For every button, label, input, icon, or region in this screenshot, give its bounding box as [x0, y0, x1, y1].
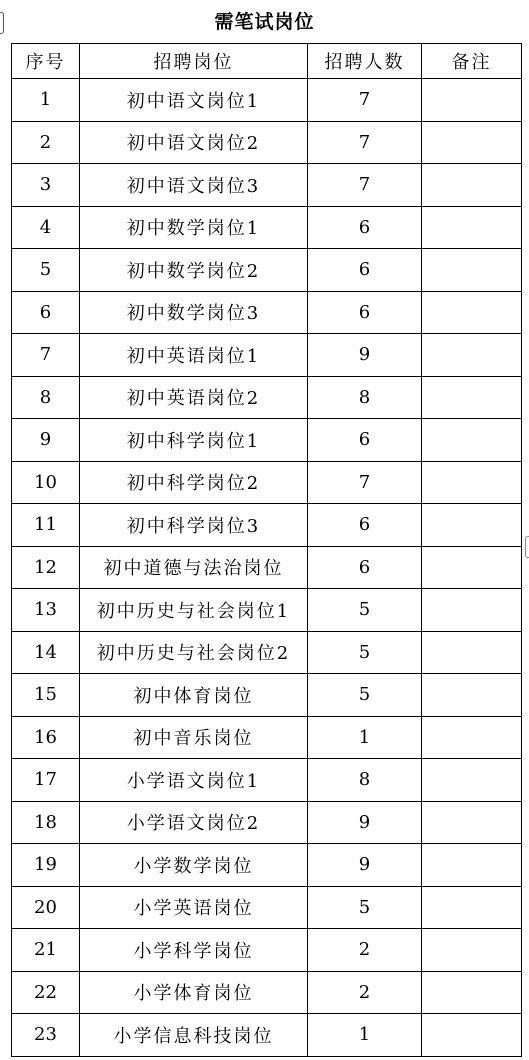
cell-index: 3	[12, 164, 80, 207]
cell-post: 初中语文岗位3	[80, 164, 308, 207]
table-row	[12, 249, 522, 292]
table-row	[12, 461, 522, 504]
cell-index: 18	[12, 801, 80, 844]
cell-remark	[422, 674, 522, 717]
table-row	[12, 504, 522, 547]
cell-index: 20	[12, 886, 80, 929]
cell-remark	[422, 716, 522, 759]
table-row	[12, 971, 522, 1014]
cell-count: 9	[308, 334, 422, 377]
cell-remark	[422, 164, 522, 207]
table-row	[12, 419, 522, 462]
cell-post: 初中科学岗位3	[80, 504, 308, 547]
cell-post: 初中英语岗位2	[80, 376, 308, 419]
cell-count: 6	[308, 206, 422, 249]
cell-post: 初中语文岗位1	[80, 79, 308, 122]
cell-count: 5	[308, 631, 422, 674]
cell-index: 10	[12, 461, 80, 504]
cell-post: 小学科学岗位	[80, 929, 308, 972]
cell-count: 7	[308, 121, 422, 164]
cell-index: 2	[12, 121, 80, 164]
cell-index: 23	[12, 1014, 80, 1057]
cell-remark	[422, 546, 522, 589]
cell-post: 初中语文岗位2	[80, 121, 308, 164]
cell-remark	[422, 504, 522, 547]
cell-remark	[422, 461, 522, 504]
cell-index: 15	[12, 674, 80, 717]
cell-index: 9	[12, 419, 80, 462]
cell-count: 8	[308, 376, 422, 419]
cell-count: 7	[308, 461, 422, 504]
cell-index: 6	[12, 291, 80, 334]
table-body	[12, 79, 522, 1057]
table-row	[12, 759, 522, 802]
header-index: 序号	[12, 44, 80, 79]
cell-remark	[422, 206, 522, 249]
cell-index: 13	[12, 589, 80, 632]
table-row	[12, 1014, 522, 1057]
cell-post: 小学信息科技岗位	[80, 1014, 308, 1057]
table-header-row	[12, 44, 522, 79]
cell-remark	[422, 971, 522, 1014]
cell-index: 8	[12, 376, 80, 419]
cell-post: 初中体育岗位	[80, 674, 308, 717]
table-row	[12, 334, 522, 377]
cell-index: 21	[12, 929, 80, 972]
cell-count: 5	[308, 589, 422, 632]
cell-remark	[422, 334, 522, 377]
header-remark: 备注	[422, 44, 522, 79]
cell-count: 5	[308, 886, 422, 929]
table-row	[12, 376, 522, 419]
cell-remark	[422, 589, 522, 632]
cell-count: 1	[308, 716, 422, 759]
cell-count: 2	[308, 929, 422, 972]
table-row	[12, 801, 522, 844]
cell-remark	[422, 249, 522, 292]
cell-post: 初中历史与社会岗位2	[80, 631, 308, 674]
cell-count: 5	[308, 674, 422, 717]
table-row	[12, 79, 522, 122]
table-row	[12, 631, 522, 674]
page-title: 需笔试岗位	[214, 11, 315, 33]
cell-index: 1	[12, 79, 80, 122]
cell-remark	[422, 801, 522, 844]
table-row	[12, 291, 522, 334]
cell-post: 初中历史与社会岗位1	[80, 589, 308, 632]
cell-post: 初中道德与法治岗位	[80, 546, 308, 589]
table-row	[12, 121, 522, 164]
cell-index: 7	[12, 334, 80, 377]
table-row	[12, 844, 522, 887]
table-row	[12, 546, 522, 589]
table-row	[12, 886, 522, 929]
table-row	[12, 716, 522, 759]
cell-post: 小学数学岗位	[80, 844, 308, 887]
cell-post: 初中数学岗位3	[80, 291, 308, 334]
cell-post: 小学语文岗位1	[80, 759, 308, 802]
cell-remark	[422, 376, 522, 419]
cell-post: 初中音乐岗位	[80, 716, 308, 759]
cell-count: 8	[308, 759, 422, 802]
cell-remark	[422, 844, 522, 887]
cell-count: 2	[308, 971, 422, 1014]
positions-table	[11, 43, 522, 1057]
header-count: 招聘人数	[308, 44, 422, 79]
cell-count: 7	[308, 79, 422, 122]
cell-index: 4	[12, 206, 80, 249]
cell-post: 小学英语岗位	[80, 886, 308, 929]
cell-post: 小学体育岗位	[80, 971, 308, 1014]
cell-count: 9	[308, 844, 422, 887]
cell-remark	[422, 631, 522, 674]
cell-count: 6	[308, 504, 422, 547]
cell-count: 6	[308, 546, 422, 589]
table-row	[12, 164, 522, 207]
right-edge-marker	[525, 536, 529, 558]
cell-remark	[422, 79, 522, 122]
cell-index: 22	[12, 971, 80, 1014]
table-row	[12, 929, 522, 972]
table-row	[12, 206, 522, 249]
cell-index: 12	[12, 546, 80, 589]
cell-index: 14	[12, 631, 80, 674]
cell-remark	[422, 759, 522, 802]
header-post: 招聘岗位	[80, 44, 308, 79]
cell-index: 16	[12, 716, 80, 759]
cell-count: 7	[308, 164, 422, 207]
table-row	[12, 674, 522, 717]
cell-index: 11	[12, 504, 80, 547]
cell-post: 小学语文岗位2	[80, 801, 308, 844]
cell-count: 6	[308, 419, 422, 462]
cell-count: 9	[308, 801, 422, 844]
cell-post: 初中英语岗位1	[80, 334, 308, 377]
cell-post: 初中数学岗位1	[80, 206, 308, 249]
table-row	[12, 589, 522, 632]
cell-post: 初中数学岗位2	[80, 249, 308, 292]
cell-index: 5	[12, 249, 80, 292]
cell-count: 1	[308, 1014, 422, 1057]
cell-index: 19	[12, 844, 80, 887]
cell-remark	[422, 419, 522, 462]
cell-remark	[422, 291, 522, 334]
cell-count: 6	[308, 291, 422, 334]
cell-remark	[422, 929, 522, 972]
cell-count: 6	[308, 249, 422, 292]
cell-remark	[422, 121, 522, 164]
cell-remark	[422, 886, 522, 929]
cell-post: 初中科学岗位2	[80, 461, 308, 504]
cell-post: 初中科学岗位1	[80, 419, 308, 462]
cell-index: 17	[12, 759, 80, 802]
cell-remark	[422, 1014, 522, 1057]
